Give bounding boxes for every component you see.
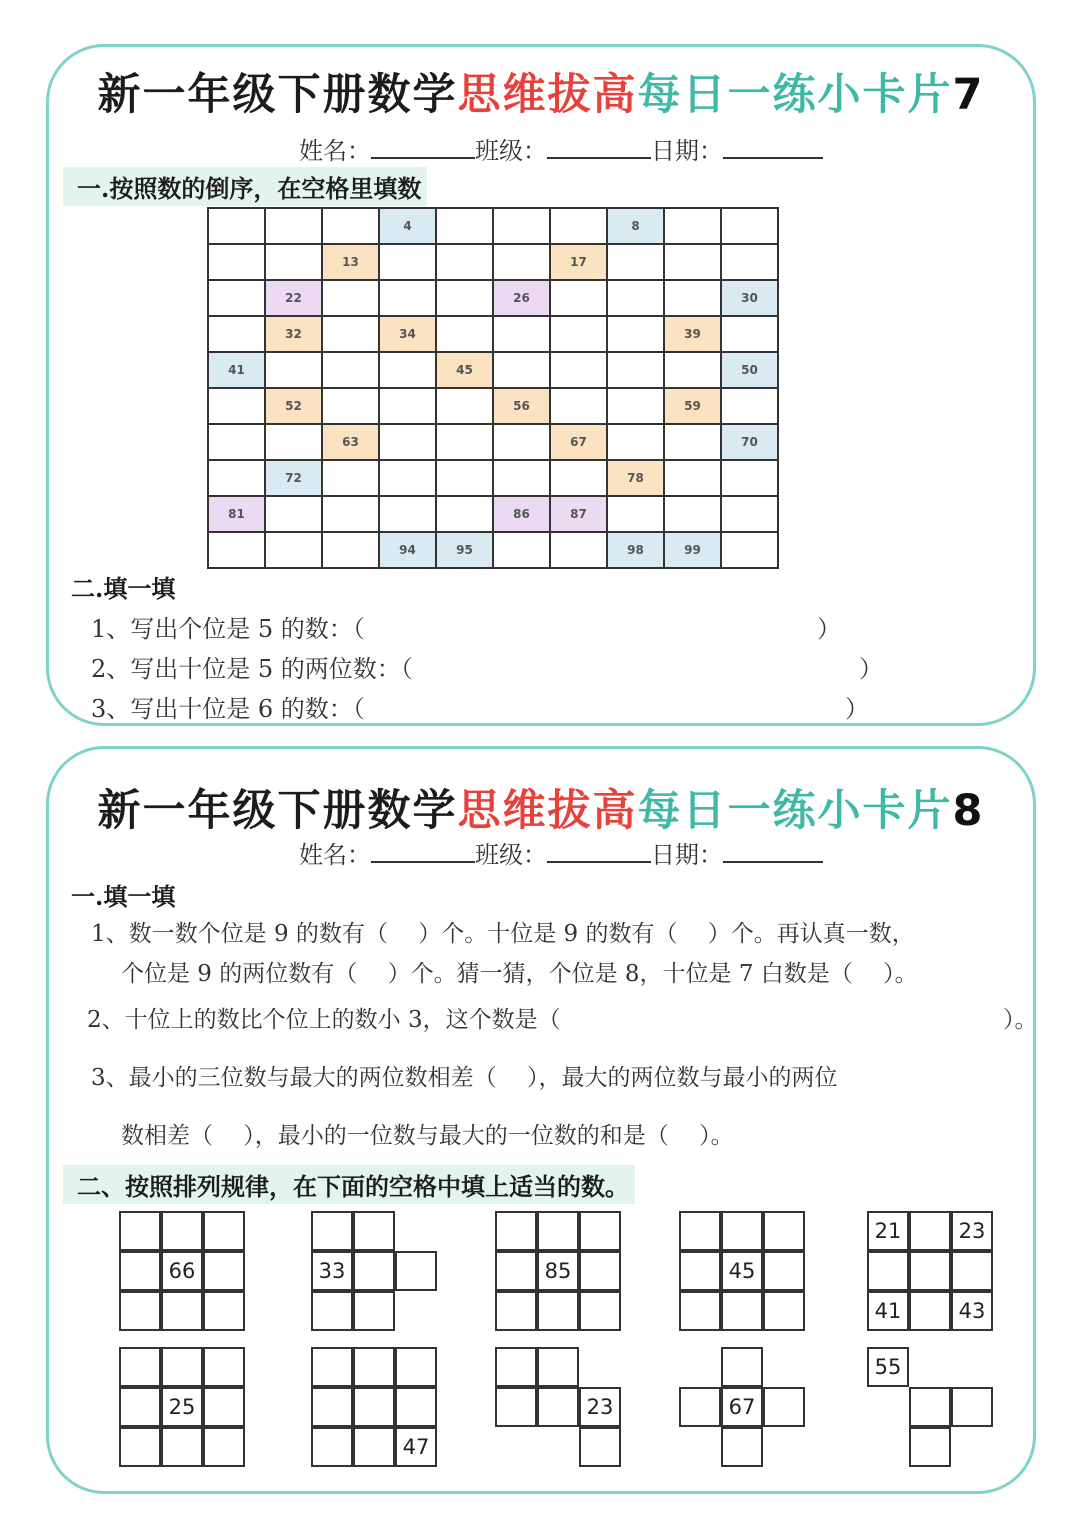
puzzle-cell[interactable]: [951, 1251, 993, 1291]
grid-blank-cell[interactable]: [550, 208, 607, 244]
section-heading: 一.填一填: [71, 882, 176, 911]
puzzle-cell[interactable]: [353, 1347, 395, 1387]
name-field[interactable]: [371, 839, 475, 863]
puzzle-cell[interactable]: [763, 1387, 805, 1427]
grid-blank-cell[interactable]: [379, 496, 436, 532]
puzzle-cell[interactable]: [161, 1211, 203, 1251]
grid-blank-cell[interactable]: [493, 352, 550, 388]
puzzle-cell[interactable]: [909, 1387, 951, 1427]
grid-blank-cell[interactable]: [721, 316, 778, 352]
grid-blank-cell[interactable]: [379, 280, 436, 316]
puzzle-given: 43: [951, 1291, 993, 1331]
answer-bracket: ）: [859, 655, 883, 683]
puzzle-given: 66: [161, 1251, 203, 1291]
grid-blank-cell[interactable]: [493, 208, 550, 244]
grid-blank-cell[interactable]: [550, 280, 607, 316]
grid-blank-cell[interactable]: [607, 388, 664, 424]
date-label: 日期：: [651, 841, 723, 869]
grid-blank-cell[interactable]: [664, 208, 721, 244]
grid-blank-cell[interactable]: [550, 532, 607, 568]
puzzle-cell[interactable]: [119, 1427, 161, 1467]
puzzle-cell[interactable]: [679, 1387, 721, 1427]
name-field[interactable]: [371, 135, 475, 159]
grid-row: [208, 316, 778, 352]
answer-bracket: ）: [817, 615, 841, 643]
grid-given-number: 41: [208, 352, 265, 388]
grid-given-number: 81: [208, 496, 265, 532]
grid-given-number: 72: [265, 460, 322, 496]
puzzle-cell[interactable]: [395, 1387, 437, 1427]
question-1-line-2: 个位是 9 的两位数有（ ）个。猜一猜，个位是 8，十位是 7 白数是（ ）。: [121, 961, 918, 987]
grid-given-number: 59: [664, 388, 721, 424]
grid-given-number: 70: [721, 424, 778, 460]
grid-given-number: 17: [550, 244, 607, 280]
grid-given-number: 67: [550, 424, 607, 460]
grid-blank-cell[interactable]: [436, 496, 493, 532]
grid-blank-cell[interactable]: [265, 496, 322, 532]
puzzle-cell[interactable]: [161, 1347, 203, 1387]
grid-given-number: 32: [265, 316, 322, 352]
grid-blank-cell[interactable]: [436, 208, 493, 244]
grid-blank-cell[interactable]: [664, 424, 721, 460]
puzzle-cell[interactable]: [203, 1211, 245, 1251]
puzzle-given: 23: [951, 1211, 993, 1251]
title-part: 新一年级下册数学: [97, 70, 458, 120]
puzzle-cell[interactable]: [119, 1347, 161, 1387]
question-3-line-1: 3、最小的三位数与最大的两位数相差（ ），最大的两位数与最小的两位: [91, 1065, 838, 1091]
puzzle-cell[interactable]: [395, 1347, 437, 1387]
puzzle-cell[interactable]: [579, 1251, 621, 1291]
puzzle-cell[interactable]: [679, 1251, 721, 1291]
grid-blank-cell[interactable]: [436, 388, 493, 424]
grid-blank-cell[interactable]: [208, 460, 265, 496]
grid-blank-cell[interactable]: [721, 244, 778, 280]
card-title: [49, 777, 1033, 838]
worksheet-card-7: [46, 44, 1036, 726]
puzzle-cell[interactable]: [579, 1291, 621, 1331]
puzzle-cell[interactable]: [311, 1427, 353, 1467]
grid-blank-cell[interactable]: [322, 460, 379, 496]
grid-row: [208, 388, 778, 424]
puzzle-cell[interactable]: [311, 1211, 353, 1251]
puzzle-cell[interactable]: [161, 1291, 203, 1331]
grid-blank-cell[interactable]: [607, 316, 664, 352]
grid-given-number: 94: [379, 532, 436, 568]
grid-blank-cell[interactable]: [379, 244, 436, 280]
puzzle-cell[interactable]: [495, 1211, 537, 1251]
grid-given-number: 87: [550, 496, 607, 532]
puzzle-cell[interactable]: [537, 1347, 579, 1387]
grid-blank-cell[interactable]: [493, 424, 550, 460]
number-grid: [207, 207, 779, 569]
grid-blank-cell[interactable]: [664, 352, 721, 388]
name-label: 姓名：: [299, 841, 371, 869]
puzzle-cell[interactable]: [203, 1291, 245, 1331]
puzzle-given: 67: [721, 1387, 763, 1427]
grid-row: [208, 496, 778, 532]
grid-blank-cell[interactable]: [265, 244, 322, 280]
grid-blank-cell[interactable]: [379, 388, 436, 424]
puzzle-cell[interactable]: [721, 1291, 763, 1331]
question-3-line-2: 数相差（ ），最小的一位数与最大的一位数的和是（ ）。: [121, 1123, 734, 1149]
grid-blank-cell[interactable]: [208, 316, 265, 352]
grid-blank-cell[interactable]: [607, 244, 664, 280]
grid-blank-cell[interactable]: [208, 280, 265, 316]
grid-given-number: 56: [493, 388, 550, 424]
grid-blank-cell[interactable]: [322, 388, 379, 424]
grid-given-number: 63: [322, 424, 379, 460]
puzzle-cell[interactable]: [721, 1211, 763, 1251]
puzzle-cell[interactable]: [867, 1251, 909, 1291]
student-info-row: [299, 835, 823, 870]
grid-blank-cell[interactable]: [436, 460, 493, 496]
puzzle-cell[interactable]: [495, 1251, 537, 1291]
grid-given-number: 52: [265, 388, 322, 424]
puzzle-cell[interactable]: [311, 1347, 353, 1387]
grid-blank-cell[interactable]: [550, 352, 607, 388]
title-subtitle: 每日一练小卡片: [637, 786, 953, 836]
puzzle-cell[interactable]: [119, 1211, 161, 1251]
puzzle-cell[interactable]: [395, 1251, 437, 1291]
puzzle-cell[interactable]: [579, 1211, 621, 1251]
puzzle-cell[interactable]: [537, 1291, 579, 1331]
puzzle-cell[interactable]: [311, 1291, 353, 1331]
grid-blank-cell[interactable]: [322, 532, 379, 568]
question-1: 1、写出个位是 5 的数：（: [91, 615, 365, 643]
grid-blank-cell[interactable]: [664, 280, 721, 316]
puzzle-cell[interactable]: [951, 1387, 993, 1427]
grid-row: [208, 208, 778, 244]
question-3: 3、写出十位是 6 的数：（: [91, 695, 365, 723]
grid-blank-cell[interactable]: [265, 352, 322, 388]
grid-blank-cell[interactable]: [265, 424, 322, 460]
puzzle-cell[interactable]: [763, 1251, 805, 1291]
puzzle-cell[interactable]: [721, 1347, 763, 1387]
puzzle-cell[interactable]: [353, 1211, 395, 1251]
question-2: 2、十位上的数比个位上的数小 3，这个数是（: [87, 1007, 561, 1033]
grid-blank-cell[interactable]: [664, 244, 721, 280]
grid-given-number: 30: [721, 280, 778, 316]
grid-blank-cell[interactable]: [436, 316, 493, 352]
grid-blank-cell[interactable]: [322, 352, 379, 388]
answer-bracket: ）。: [1003, 1007, 1038, 1033]
grid-given-number: 78: [607, 460, 664, 496]
puzzle-given: 25: [161, 1387, 203, 1427]
card-number: 7: [952, 70, 985, 120]
grid-blank-cell[interactable]: [607, 424, 664, 460]
grid-blank-cell[interactable]: [607, 496, 664, 532]
grid-blank-cell[interactable]: [322, 316, 379, 352]
puzzle-cell[interactable]: [679, 1211, 721, 1251]
grid-blank-cell[interactable]: [493, 244, 550, 280]
card-number: 8: [952, 786, 985, 836]
puzzle-cell[interactable]: [909, 1427, 951, 1467]
puzzle-cell[interactable]: [679, 1291, 721, 1331]
student-info-row: [299, 131, 823, 166]
puzzle-cell[interactable]: [353, 1427, 395, 1467]
grid-blank-cell[interactable]: [721, 532, 778, 568]
date-label: 日期：: [651, 137, 723, 165]
grid-blank-cell[interactable]: [493, 532, 550, 568]
date-field[interactable]: [723, 135, 823, 159]
puzzle-cell[interactable]: [161, 1427, 203, 1467]
card-title: [49, 61, 1033, 122]
title-highlight: 思维拔高: [457, 70, 638, 120]
puzzle-given: 33: [311, 1251, 353, 1291]
question-1-line-1: 1、数一数个位是 9 的数有（ ）个。十位是 9 的数有（ ）个。再认真一数，: [91, 921, 915, 947]
puzzle-cell[interactable]: [495, 1291, 537, 1331]
grid-row: [208, 532, 778, 568]
section-heading: 二.填一填: [71, 574, 176, 603]
grid-given-number: 34: [379, 316, 436, 352]
grid-blank-cell[interactable]: [493, 316, 550, 352]
puzzle-cell[interactable]: [537, 1211, 579, 1251]
title-subtitle: 每日一练小卡片: [637, 70, 953, 120]
grid-given-number: 22: [265, 280, 322, 316]
grid-blank-cell[interactable]: [550, 460, 607, 496]
name-label: 姓名：: [299, 137, 371, 165]
grid-blank-cell[interactable]: [208, 244, 265, 280]
class-label: 班级：: [475, 841, 547, 869]
grid-row: [208, 424, 778, 460]
puzzle-given: 55: [867, 1347, 909, 1387]
puzzle-cell[interactable]: [909, 1251, 951, 1291]
grid-blank-cell[interactable]: [208, 208, 265, 244]
puzzle-given: 47: [395, 1427, 437, 1467]
puzzle-given: 85: [537, 1251, 579, 1291]
puzzle-cell[interactable]: [763, 1291, 805, 1331]
puzzle-cell[interactable]: [203, 1427, 245, 1467]
grid-given-number: 26: [493, 280, 550, 316]
puzzle-cell[interactable]: [495, 1347, 537, 1387]
grid-blank-cell[interactable]: [664, 460, 721, 496]
grid-given-number: 50: [721, 352, 778, 388]
puzzle-cell[interactable]: [353, 1291, 395, 1331]
grid-blank-cell[interactable]: [436, 280, 493, 316]
grid-blank-cell[interactable]: [550, 388, 607, 424]
grid-blank-cell[interactable]: [721, 388, 778, 424]
grid-blank-cell[interactable]: [436, 424, 493, 460]
puzzle-cell[interactable]: [909, 1211, 951, 1251]
grid-row: [208, 352, 778, 388]
puzzle-cell[interactable]: [203, 1387, 245, 1427]
grid-blank-cell[interactable]: [208, 532, 265, 568]
grid-given-number: 45: [436, 352, 493, 388]
puzzle-cell[interactable]: [579, 1427, 621, 1467]
grid-blank-cell[interactable]: [493, 460, 550, 496]
grid-given-number: 13: [322, 244, 379, 280]
grid-given-number: 86: [493, 496, 550, 532]
grid-blank-cell[interactable]: [664, 496, 721, 532]
puzzle-cell[interactable]: [763, 1211, 805, 1251]
puzzle-cell[interactable]: [353, 1387, 395, 1427]
class-label: 班级：: [475, 137, 547, 165]
section-heading: 一.按照数的倒序，在空格里填数: [63, 167, 427, 206]
grid-blank-cell[interactable]: [721, 460, 778, 496]
puzzle-cell[interactable]: [119, 1251, 161, 1291]
grid-blank-cell[interactable]: [265, 532, 322, 568]
grid-blank-cell[interactable]: [607, 280, 664, 316]
grid-given-number: 98: [607, 532, 664, 568]
puzzle-cell[interactable]: [537, 1387, 579, 1427]
puzzle-cell[interactable]: [203, 1251, 245, 1291]
section-heading: 二、按照排列规律，在下面的空格中填上适当的数。: [63, 1165, 635, 1204]
grid-blank-cell[interactable]: [721, 208, 778, 244]
grid-given-number: 95: [436, 532, 493, 568]
grid-blank-cell[interactable]: [550, 316, 607, 352]
grid-row: [208, 460, 778, 496]
puzzle-cell[interactable]: [495, 1387, 537, 1427]
puzzle-given: 45: [721, 1251, 763, 1291]
grid-blank-cell[interactable]: [208, 424, 265, 460]
question-2: 2、写出十位是 5 的两位数：（: [91, 655, 413, 683]
grid-given-number: 99: [664, 532, 721, 568]
grid-given-number: 8: [607, 208, 664, 244]
grid-blank-cell[interactable]: [436, 244, 493, 280]
grid-blank-cell[interactable]: [322, 208, 379, 244]
answer-bracket: ）: [845, 695, 869, 723]
grid-blank-cell[interactable]: [721, 496, 778, 532]
puzzle-cell[interactable]: [119, 1387, 161, 1427]
title-part: 新一年级下册数学: [97, 786, 458, 836]
puzzle-given: 41: [867, 1291, 909, 1331]
puzzle-cell[interactable]: [353, 1251, 395, 1291]
puzzle-cell[interactable]: [119, 1291, 161, 1331]
puzzle-cell[interactable]: [311, 1387, 353, 1427]
grid-blank-cell[interactable]: [379, 424, 436, 460]
grid-blank-cell[interactable]: [322, 496, 379, 532]
class-field[interactable]: [547, 135, 651, 159]
puzzle-cell[interactable]: [721, 1427, 763, 1467]
class-field[interactable]: [547, 839, 651, 863]
grid-blank-cell[interactable]: [379, 460, 436, 496]
puzzle-cell[interactable]: [203, 1347, 245, 1387]
grid-blank-cell[interactable]: [322, 280, 379, 316]
grid-blank-cell[interactable]: [208, 388, 265, 424]
grid-row: [208, 244, 778, 280]
grid-given-number: 39: [664, 316, 721, 352]
title-highlight: 思维拔高: [457, 786, 638, 836]
puzzle-given: 21: [867, 1211, 909, 1251]
worksheet-card-8: [46, 746, 1036, 1494]
puzzle-given: 23: [579, 1387, 621, 1427]
grid-blank-cell[interactable]: [607, 352, 664, 388]
grid-row: [208, 280, 778, 316]
grid-given-number: 4: [379, 208, 436, 244]
grid-blank-cell[interactable]: [379, 352, 436, 388]
puzzle-cell[interactable]: [909, 1291, 951, 1331]
date-field[interactable]: [723, 839, 823, 863]
grid-blank-cell[interactable]: [265, 208, 322, 244]
